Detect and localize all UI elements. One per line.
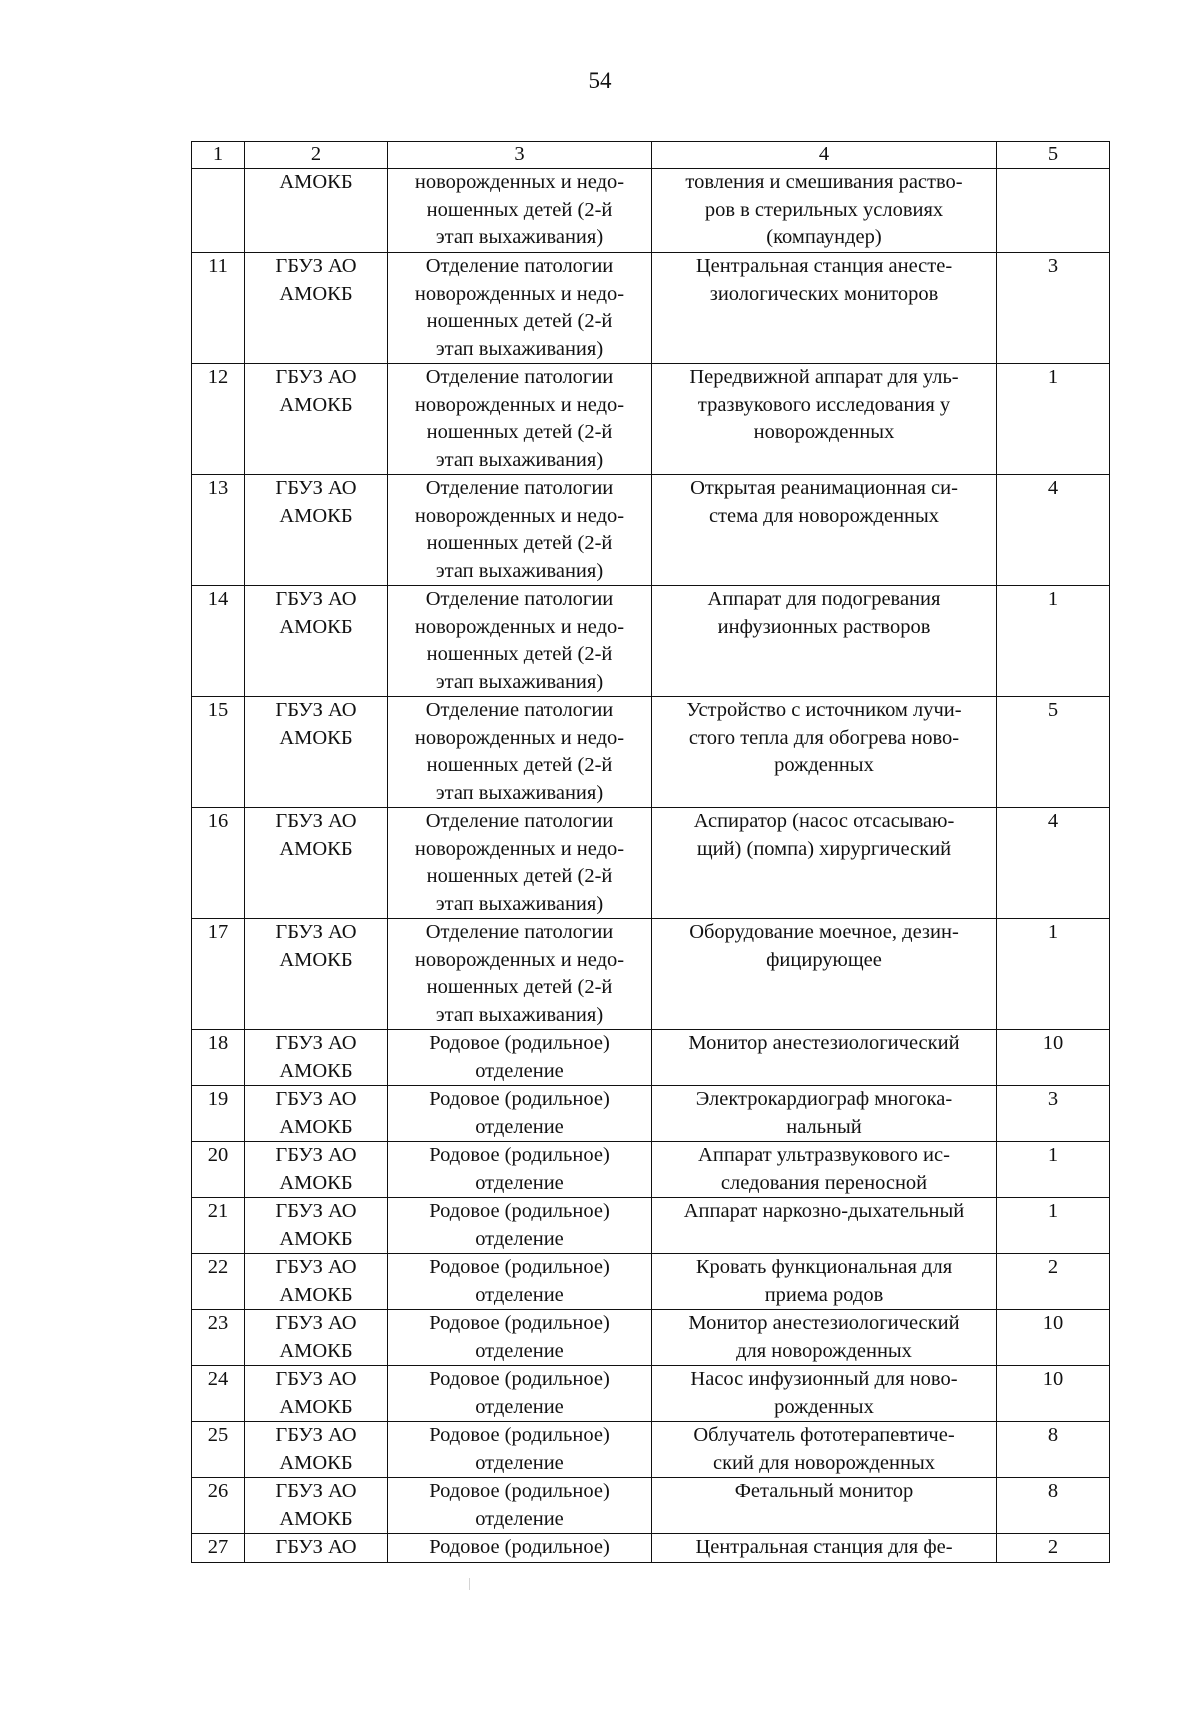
row-number-cell: 16 [192,808,245,919]
table-row [192,1422,1110,1478]
quantity-cell: 3 [997,253,1110,364]
table-row [192,1478,1110,1534]
equipment-cell: Монитор анестезиологический для новорожденных [652,1310,997,1366]
equipment-cell: Облучатель фототерапевтиче- ский для новорожденных [652,1422,997,1478]
equipment-cell: Центральная станция анесте- зиологических мониторов [652,253,997,364]
quantity-cell: 1 [997,919,1110,1030]
quantity-cell: 10 [997,1310,1110,1366]
quantity-cell: 3 [997,1086,1110,1142]
department-cell: Родовое (родильное) отделение [388,1030,652,1086]
department-cell: Отделение патологии новорожденных и недо- ношенных детей (2-й этап выхаживания) [388,808,652,919]
equipment-cell: Аспиратор (насос отсасываю- щий) (помпа) хирургический [652,808,997,919]
organization-cell: ГБУЗ АО АМОКБ [245,1254,388,1310]
row-number-cell: 22 [192,1254,245,1310]
row-number-cell: 25 [192,1422,245,1478]
table-row [192,1254,1110,1310]
equipment-cell: Передвижной аппарат для уль- тразвукового исследования у новорожденных [652,364,997,475]
quantity-cell: 8 [997,1422,1110,1478]
department-cell: Отделение патологии новорожденных и недо- ношенных детей (2-й этап выхаживания) [388,475,652,586]
equipment-cell: Электрокардиограф многока- нальный [652,1086,997,1142]
row-number-cell: 23 [192,1310,245,1366]
table-row [192,1030,1110,1086]
organization-cell: ГБУЗ АО АМОКБ [245,475,388,586]
department-cell: Родовое (родильное) отделение [388,1142,652,1198]
department-cell: Отделение патологии новорожденных и недо- ношенных детей (2-й этап выхаживания) [388,253,652,364]
organization-cell: АМОКБ [245,169,388,253]
organization-cell: ГБУЗ АО АМОКБ [245,1310,388,1366]
header-cell: 5 [997,142,1110,169]
department-cell: Отделение патологии новорожденных и недо- ношенных детей (2-й этап выхаживания) [388,586,652,697]
row-number-cell: 15 [192,697,245,808]
department-cell: Родовое (родильное) отделение [388,1254,652,1310]
table-header-row [192,142,1110,169]
department-cell: Родовое (родильное) отделение [388,1422,652,1478]
row-number-cell: 26 [192,1478,245,1534]
table-row [192,697,1110,808]
quantity-cell: 2 [997,1254,1110,1310]
equipment-cell: Устройство с источником лучи- стого тепла для обогрева ново- рожденных [652,697,997,808]
table-row [192,1534,1110,1563]
table-row [192,808,1110,919]
quantity-cell: 1 [997,1142,1110,1198]
row-number-cell [192,169,245,253]
page-number: 54 [588,68,612,93]
organization-cell: ГБУЗ АО АМОКБ [245,919,388,1030]
header-cell: 2 [245,142,388,169]
department-cell: Отделение патологии новорожденных и недо- ношенных детей (2-й этап выхаживания) [388,919,652,1030]
row-number-cell: 13 [192,475,245,586]
organization-cell: ГБУЗ АО АМОКБ [245,1030,388,1086]
equipment-cell: Открытая реанимационная си- стема для новорожденных [652,475,997,586]
header-cell: 3 [388,142,652,169]
equipment-cell: Центральная станция для фе- [652,1534,997,1563]
table-row [192,1142,1110,1198]
equipment-cell: Аппарат наркозно-дыхательный [652,1198,997,1254]
equipment-table [191,141,1110,1563]
organization-cell: ГБУЗ АО АМОКБ [245,697,388,808]
table-row [192,1198,1110,1254]
quantity-cell: 10 [997,1030,1110,1086]
organization-cell: ГБУЗ АО [245,1534,388,1563]
row-number-cell: 20 [192,1142,245,1198]
department-cell: Отделение патологии новорожденных и недо- ношенных детей (2-й этап выхаживания) [388,364,652,475]
table-row [192,475,1110,586]
quantity-cell: 10 [997,1366,1110,1422]
row-number-cell: 21 [192,1198,245,1254]
equipment-cell: Монитор анестезиологический [652,1030,997,1086]
table-row [192,364,1110,475]
table-row [192,1086,1110,1142]
department-cell: Отделение патологии новорожденных и недо- ношенных детей (2-й этап выхаживания) [388,697,652,808]
organization-cell: ГБУЗ АО АМОКБ [245,364,388,475]
organization-cell: ГБУЗ АО АМОКБ [245,1142,388,1198]
quantity-cell: 1 [997,586,1110,697]
header-cell: 4 [652,142,997,169]
table-row [192,586,1110,697]
row-number-cell: 11 [192,253,245,364]
equipment-cell: Кровать функциональная для приема родов [652,1254,997,1310]
equipment-cell: Фетальный монитор [652,1478,997,1534]
row-number-cell: 24 [192,1366,245,1422]
row-number-cell: 17 [192,919,245,1030]
table-row [192,1366,1110,1422]
organization-cell: ГБУЗ АО АМОКБ [245,1198,388,1254]
department-cell: Родовое (родильное) отделение [388,1366,652,1422]
equipment-cell: Насос инфузионный для ново- рожденных [652,1366,997,1422]
department-cell: Родовое (родильное) [388,1534,652,1563]
row-number-cell: 19 [192,1086,245,1142]
quantity-cell: 4 [997,808,1110,919]
organization-cell: ГБУЗ АО АМОКБ [245,1422,388,1478]
department-cell: Родовое (родильное) отделение [388,1310,652,1366]
department-cell: Родовое (родильное) отделение [388,1198,652,1254]
organization-cell: ГБУЗ АО АМОКБ [245,1086,388,1142]
scan-artifact [469,1578,470,1590]
quantity-cell: 8 [997,1478,1110,1534]
table-row [192,919,1110,1030]
quantity-cell: 2 [997,1534,1110,1563]
quantity-cell: 5 [997,697,1110,808]
header-cell: 1 [192,142,245,169]
department-cell: Родовое (родильное) отделение [388,1478,652,1534]
equipment-cell: Аппарат для подогревания инфузионных растворов [652,586,997,697]
row-number-cell: 18 [192,1030,245,1086]
department-cell: новорожденных и недо- ношенных детей (2-й этап выхаживания) [388,169,652,253]
quantity-cell: 4 [997,475,1110,586]
organization-cell: ГБУЗ АО АМОКБ [245,1478,388,1534]
table-row [192,1310,1110,1366]
equipment-cell: Аппарат ультразвукового ис- следования переносной [652,1142,997,1198]
organization-cell: ГБУЗ АО АМОКБ [245,1366,388,1422]
table-row [192,253,1110,364]
row-number-cell: 27 [192,1534,245,1563]
quantity-cell: 1 [997,364,1110,475]
organization-cell: ГБУЗ АО АМОКБ [245,808,388,919]
organization-cell: ГБУЗ АО АМОКБ [245,586,388,697]
equipment-cell: Оборудование моечное, дезин- фицирующее [652,919,997,1030]
row-number-cell: 12 [192,364,245,475]
table-row-continuation [192,169,1110,253]
quantity-cell: 1 [997,1198,1110,1254]
row-number-cell: 14 [192,586,245,697]
organization-cell: ГБУЗ АО АМОКБ [245,253,388,364]
quantity-cell [997,169,1110,253]
department-cell: Родовое (родильное) отделение [388,1086,652,1142]
equipment-cell: товления и смешивания раство- ров в стерильных условиях (компаундер) [652,169,997,253]
